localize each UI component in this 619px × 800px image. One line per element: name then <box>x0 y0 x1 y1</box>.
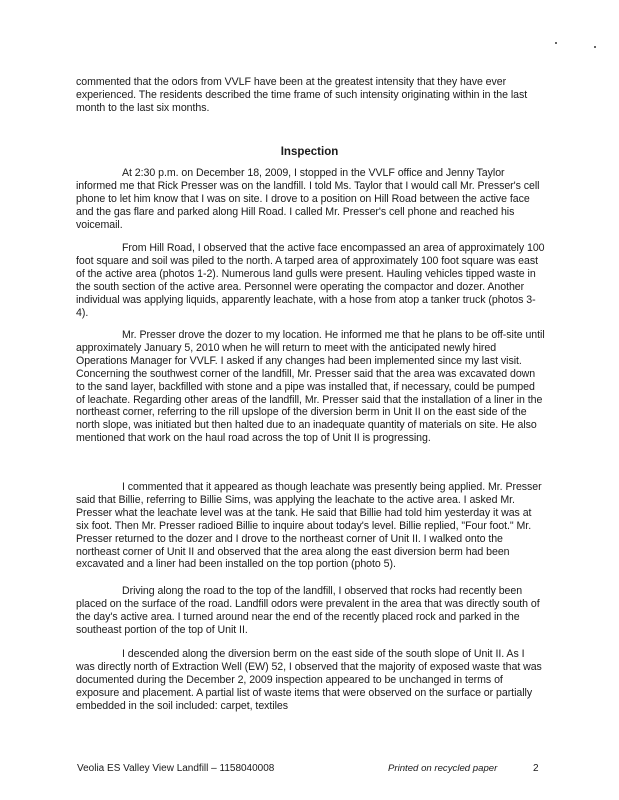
paragraph-active-face: From Hill Road, I observed that the active face encompassed an area of approximately 100 foot square and soil was piled to the north. A tarped area of approximately 100 foot square was east of the active area (photos 1-2). Numerous land gulls were present. Hauling vehicles tipped waste in the south section of the active area. Personnel were operating the compactor and dozer. Another individual was applying liquids, apparently leachate, with a hose from atop a tanker truck (photos 3-4). <box>76 242 545 319</box>
paragraph-presser-conversation: Mr. Presser drove the dozer to my location. He informed me that he plans to be off-site until approximately January 5, 2010 when he will return to meet with the anticipated newly hired Operations Manager for VVLF. I asked if any changes had been implemented since my last visit. Concerning the southwest corner of the landfill, Mr. Presser said that the area was excavated down to the sand layer, backfilled with stone and a pipe was installed that, if necessary, could be pumped of leachate. Regarding other areas of the landfill, Mr. Presser said that the installation of a liner in the northeast corner, referring to the rill upslope of the diversion berm in Unit II on the east side of the north slope, was initiated but then halted due to an inadequate quantity of materials on site. He also mentioned that work on the haul road across the top of Unit II is progressing. <box>76 329 545 445</box>
paragraph-diversion-berm: I descended along the diversion berm on the east side of the south slope of Unit II. As I was directly north of Extraction Well (EW) 52, I observed that the majority of exposed waste that was documented during the December 2, 2009 inspection appeared to be unchanged in terms of exposure and placement. A partial list of waste items that were observed on the surface or partially embedded in the soil included: carpet, textiles <box>76 648 542 712</box>
intro-paragraph: commented that the odors from VVLF have been at the greatest intensity that they have ever experienced. The residents described the time frame of such intensity originating within in the last month to the last six months. <box>76 76 528 114</box>
paragraph-office-visit: At 2:30 p.m. on December 18, 2009, I stopped in the VVLF office and Jenny Taylor informed me that Rick Presser was on the landfill. I told Ms. Taylor that I would call Mr. Presser's cell phone to let him know that I was on site. I drove to a position on Hill Road between the active face and the gas flare and parked along Hill Road. I called Mr. Presser's cell phone and reached his voicemail. <box>76 167 540 231</box>
scan-speck <box>555 42 557 44</box>
section-heading: Inspection <box>280 146 339 158</box>
footer-recycled-note: Printed on recycled paper <box>388 763 498 774</box>
page-footer <box>0 763 619 777</box>
paragraph-road: Driving along the road to the top of the landfill, I observed that rocks had recently been placed on the surface of the road. Landfill odors were prevalent in the area that was directly south of the day's active area. I turned around near the end of the recently placed rock and parked in the southeast portion of the top of Unit II. <box>76 585 540 636</box>
page-number: 2 <box>533 763 539 774</box>
paragraph-leachate: I commented that it appeared as though leachate was presently being applied. Mr. Presser said that Billie, referring to Billie Sims, was applying the leachate to the active area. I asked Mr. Presser what the leachate level was at the tank. He said that Billie had told him yesterday it was at six foot. Then Mr. Presser radioed Billie to inquire about today's level. Billie replied, "Four foot." Mr. Presser returned to the dozer and I drove to the northeast corner of Unit II. I walked onto the northeast corner of Unit II and observed that the area along the east diversion berm had been excavated and a liner had been installed on the top portion (photo 5). <box>76 481 542 571</box>
footer-facility: Veolia ES Valley View Landfill – 1158040008 <box>77 763 275 774</box>
scan-speck <box>594 46 596 48</box>
